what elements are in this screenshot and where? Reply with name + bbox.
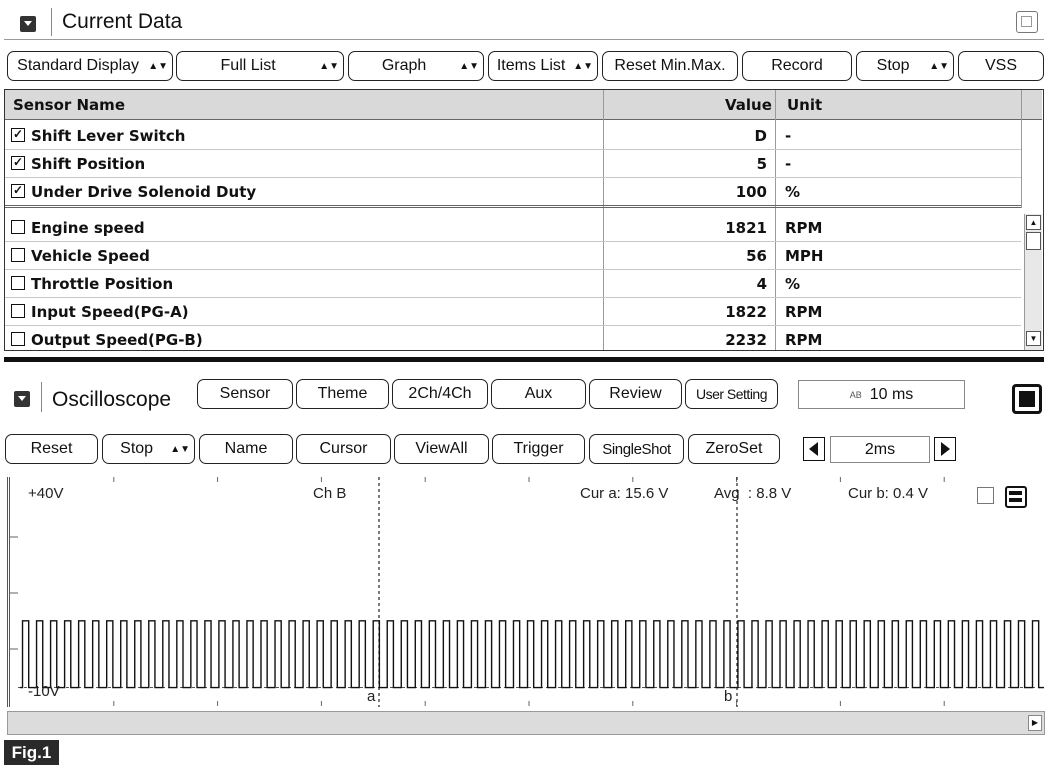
sensor-name: Input Speed(PG-A) [31, 303, 189, 321]
time-value: 10 ms [869, 385, 914, 403]
standard-display-label: Standard Display [17, 57, 140, 74]
header-value: Value [725, 96, 772, 114]
up-down-icon: ▲▼ [170, 443, 190, 455]
table-row[interactable] [5, 178, 1021, 208]
trigger-button[interactable] [492, 434, 585, 464]
name-label: Name [224, 440, 268, 457]
trigger-label: Trigger [513, 440, 564, 457]
checkbox[interactable] [11, 276, 25, 290]
user-setting-label: User Setting [695, 386, 768, 402]
header-unit: Unit [787, 96, 823, 114]
cursor-a-label: a [367, 688, 376, 705]
average-readout: Avg : 8.8 V [714, 485, 792, 502]
record-label: Record [771, 57, 823, 74]
sensor-unit: % [785, 183, 801, 201]
oscilloscope-title: Oscilloscope [52, 388, 172, 411]
checkbox[interactable] [11, 332, 25, 346]
cursor-button[interactable] [296, 434, 391, 464]
section-divider [4, 357, 1044, 362]
review-label: Review [609, 385, 662, 402]
collapse-triangle-icon[interactable] [14, 391, 30, 407]
sensor-value: 4 [756, 275, 767, 293]
checkbox[interactable] [11, 220, 25, 234]
checkbox[interactable] [11, 304, 25, 318]
vss-button[interactable] [958, 51, 1044, 81]
osc-stop-label: Stop [120, 440, 154, 457]
aux-label: Aux [524, 385, 553, 402]
sensor-value: D [754, 127, 767, 145]
sensor-unit: MPH [785, 247, 824, 265]
reset-button[interactable] [5, 434, 98, 464]
time-readout[interactable] [798, 380, 965, 409]
header-separator [51, 8, 52, 36]
full-list-label: Full List [220, 57, 276, 74]
collapse-triangle-icon[interactable] [20, 16, 36, 32]
sensor-unit: - [785, 155, 792, 173]
sensor-name: Shift Position [31, 155, 146, 173]
table-header [5, 90, 1042, 120]
table-scrollbar[interactable] [1024, 214, 1042, 350]
cursor-b-label: b [724, 688, 733, 705]
scale-bottom-label: -10V [28, 683, 60, 700]
items-list-select[interactable] [488, 51, 598, 81]
column-divider [1021, 90, 1022, 208]
sensor-table [4, 89, 1044, 351]
maximize-icon[interactable] [1016, 11, 1038, 33]
scale-top-label: +40V [28, 485, 64, 502]
full-list-select[interactable] [176, 51, 344, 81]
graph-select[interactable] [348, 51, 484, 81]
theme-button[interactable] [296, 379, 389, 409]
sensor-name: Output Speed(PG-B) [31, 331, 203, 349]
right-arrow-icon[interactable] [934, 437, 956, 461]
sensor-name: Under Drive Solenoid Duty [31, 183, 257, 201]
scope-display[interactable] [7, 477, 1045, 707]
sensor-value: 5 [756, 155, 767, 173]
up-down-icon: ▲▼ [573, 60, 593, 72]
timebase-readout[interactable] [830, 436, 930, 463]
timebase-value: 2ms [864, 440, 896, 458]
table-row[interactable] [5, 326, 1021, 350]
sensor-unit: % [785, 275, 801, 293]
checkbox-checked[interactable]: ✓ [12, 183, 24, 197]
waveform-plot [10, 477, 1048, 707]
left-arrow-icon[interactable] [803, 437, 825, 461]
up-down-icon: ▲▼ [148, 60, 168, 72]
cursor-a-readout: Cur a: 15.6 V [580, 485, 669, 502]
sensor-unit: RPM [785, 331, 823, 349]
table-row[interactable] [5, 122, 1021, 150]
channel-label: 2Ch/4Ch [408, 385, 472, 402]
up-down-icon: ▲▼ [319, 60, 339, 72]
header-sensor-name: Sensor Name [13, 96, 125, 114]
vss-label: VSS [984, 57, 1017, 74]
sensor-value: 100 [735, 183, 767, 201]
sensor-name: Engine speed [31, 219, 145, 237]
zeroset-button[interactable] [688, 434, 780, 464]
up-down-icon: ▲▼ [459, 60, 479, 72]
waveform-trace [20, 621, 1044, 688]
sensor-name: Shift Lever Switch [31, 127, 186, 145]
cursor-b-readout: Cur b: 0.4 V [848, 485, 929, 502]
theme-label: Theme [317, 385, 368, 402]
sensor-name: Vehicle Speed [31, 247, 150, 265]
table-row[interactable] [5, 150, 1021, 178]
user-setting-button[interactable] [685, 379, 778, 409]
reset-label: Reset [30, 440, 73, 457]
osc-stop-select[interactable] [102, 434, 195, 464]
name-button[interactable] [199, 434, 293, 464]
scroll-thumb[interactable] [1026, 232, 1041, 250]
review-button[interactable] [589, 379, 682, 409]
up-down-icon: ▲▼ [929, 60, 949, 72]
header-separator [41, 382, 42, 412]
scope-horizontal-scrollbar[interactable] [7, 711, 1045, 735]
current-data-header [4, 4, 1044, 40]
sensor-value: 1821 [725, 219, 767, 237]
table-row[interactable] [5, 242, 1021, 270]
checkbox[interactable] [977, 487, 994, 504]
standard-display-select[interactable] [7, 51, 173, 81]
items-list-label: Items List [496, 57, 566, 74]
scroll-up-icon[interactable]: ▲ [1026, 215, 1041, 230]
singleshot-button[interactable] [589, 434, 684, 464]
scroll-right-icon[interactable]: ▶ [1028, 715, 1042, 731]
aux-button[interactable] [491, 379, 586, 409]
viewall-label: ViewAll [415, 440, 468, 457]
sensor-unit: RPM [785, 219, 823, 237]
sensor-unit: - [785, 127, 792, 145]
current-data-title: Current Data [62, 10, 183, 33]
singleshot-label: SingleShot [602, 440, 671, 458]
sensor-button[interactable] [197, 379, 293, 409]
sensor-value: 2232 [725, 331, 767, 349]
stop-select[interactable] [856, 51, 954, 81]
checkbox-checked[interactable]: ✓ [12, 155, 24, 169]
table-row[interactable] [5, 270, 1021, 298]
sensor-name: Throttle Position [31, 275, 174, 293]
scroll-down-icon[interactable]: ▼ [1026, 331, 1041, 346]
stop-square-icon[interactable] [1012, 384, 1042, 414]
sensor-label: Sensor [219, 385, 271, 402]
sensor-value: 56 [746, 247, 767, 265]
zeroset-label: ZeroSet [705, 440, 763, 457]
record-button[interactable] [742, 51, 852, 81]
figure-label: Fig.1 [4, 740, 59, 765]
graph-label: Graph [381, 57, 427, 74]
time-scale-icon: AB [849, 389, 862, 400]
channel-label: Ch B [313, 485, 347, 502]
stop-label: Stop [876, 57, 910, 74]
checkbox-checked[interactable]: ✓ [12, 127, 24, 141]
reset-minmax-label: Reset Min.Max. [614, 57, 726, 74]
table-row[interactable] [5, 214, 1021, 242]
sensor-value: 1822 [725, 303, 767, 321]
split-view-icon[interactable] [1005, 486, 1027, 508]
channel-button[interactable] [392, 379, 488, 409]
reset-minmax-button[interactable] [602, 51, 738, 81]
table-row[interactable] [5, 298, 1021, 326]
viewall-button[interactable] [394, 434, 489, 464]
checkbox[interactable] [11, 248, 25, 262]
sensor-unit: RPM [785, 303, 823, 321]
cursor-label: Cursor [319, 440, 368, 457]
